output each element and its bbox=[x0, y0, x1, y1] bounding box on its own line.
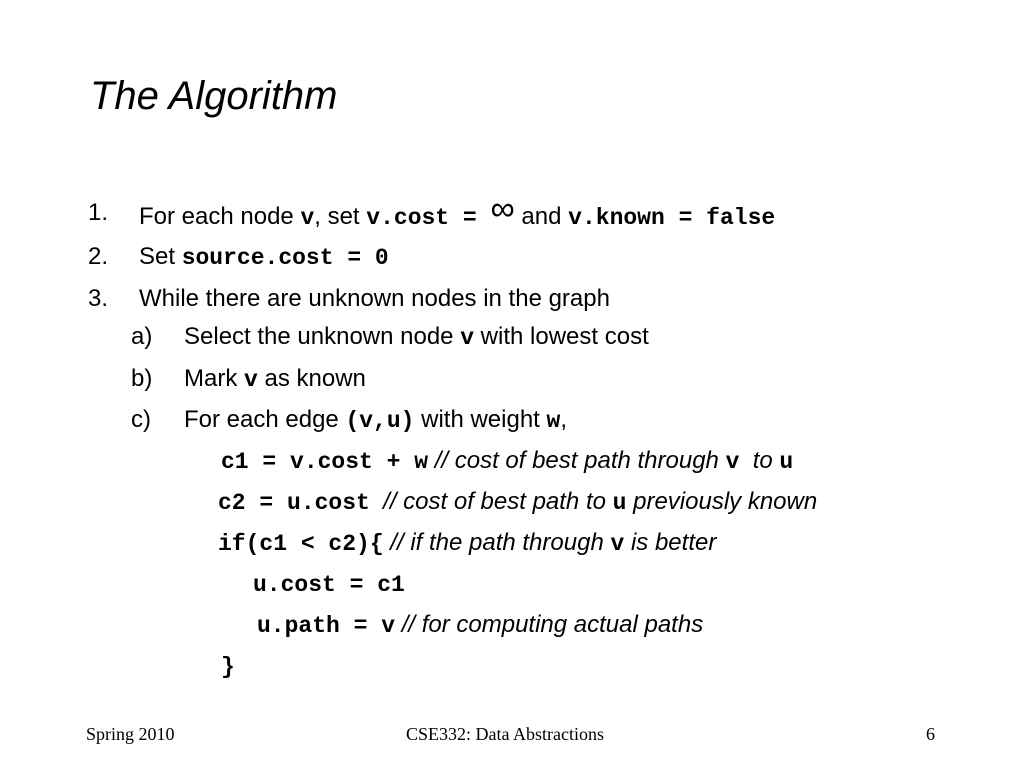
step-2-code: source.cost = 0 bbox=[181, 245, 389, 271]
substep-a-letter: a) bbox=[131, 323, 153, 350]
step-3-number: 3. bbox=[88, 285, 109, 312]
substep-c-text-b: with weight bbox=[414, 406, 547, 433]
slide-title: The Algorithm bbox=[90, 74, 338, 118]
step-3-text: While there are unknown nodes in the graph bbox=[139, 285, 610, 312]
substep-a-text-b: with lowest cost bbox=[474, 323, 649, 350]
step-1-var: v bbox=[300, 205, 315, 231]
substep-c-var: w bbox=[546, 408, 561, 434]
step-1-number: 1. bbox=[88, 199, 109, 226]
code-line-c2 bbox=[218, 487, 817, 518]
step-1-text-c: and bbox=[514, 203, 569, 230]
code-c2-comment-a: // cost of best path to bbox=[369, 488, 613, 515]
code-assign-path-comment: // for computing actual paths bbox=[395, 611, 704, 638]
infinity-symbol: ∞ bbox=[490, 190, 515, 228]
step-2-number: 2. bbox=[88, 243, 109, 270]
code-c1-comment-b: to bbox=[739, 447, 780, 474]
code-if-statement: if(c1 < c2){ bbox=[218, 531, 384, 557]
substep-c-letter: c) bbox=[131, 406, 151, 433]
footer-center: CSE332: Data Abstractions bbox=[406, 724, 604, 744]
substep-b-text-b: as known bbox=[257, 365, 366, 392]
code-c2-comment-b: previously known bbox=[626, 488, 818, 515]
code-c1-var-v: v bbox=[725, 449, 740, 475]
code-c1-statement: c1 = v.cost + w bbox=[221, 449, 429, 475]
substep-c-text-a: For each edge bbox=[184, 406, 346, 433]
substep-a-var: v bbox=[460, 325, 475, 351]
substep-b-text-a: Mark bbox=[184, 365, 244, 392]
footer-left: Spring 2010 bbox=[86, 724, 175, 744]
code-line-assign-cost bbox=[253, 569, 405, 600]
step-1-code-b: v.known = false bbox=[568, 205, 776, 231]
step-1-code-a: v.cost = bbox=[366, 205, 491, 231]
code-assign-cost-statement: u.cost = c1 bbox=[253, 572, 405, 598]
code-line-assign-path bbox=[257, 610, 703, 641]
step-1-text-a: For each node bbox=[139, 203, 301, 230]
substep-c-content bbox=[184, 405, 567, 436]
substep-a-text-a: Select the unknown node bbox=[184, 323, 461, 350]
code-c2-statement: c2 = u.cost bbox=[218, 490, 370, 516]
code-if-comment-a: // if the path through bbox=[383, 529, 611, 556]
step-1-text-b: , set bbox=[314, 203, 367, 230]
code-close-brace: } bbox=[221, 654, 235, 680]
step-2-text: Set bbox=[139, 243, 182, 270]
substep-b-var: v bbox=[244, 367, 258, 393]
code-c1-comment-a: // cost of best path through bbox=[428, 447, 726, 474]
code-c1-var-u: u bbox=[779, 449, 794, 475]
step-1-content bbox=[139, 190, 776, 233]
code-assign-path-statement: u.path = v bbox=[257, 613, 396, 639]
substep-b-content bbox=[184, 364, 366, 395]
substep-c-code: (v,u) bbox=[345, 408, 415, 434]
code-line-close bbox=[221, 651, 235, 682]
substep-b-letter: b) bbox=[131, 365, 153, 392]
code-if-comment-b: is better bbox=[624, 529, 717, 556]
code-if-var-v: v bbox=[610, 531, 625, 557]
step-2-content bbox=[139, 242, 389, 273]
code-c2-var-u: u bbox=[612, 490, 627, 516]
substep-a-content bbox=[184, 322, 649, 353]
substep-c-text-c: , bbox=[560, 406, 567, 433]
code-line-if bbox=[218, 528, 716, 559]
code-line-c1 bbox=[221, 446, 793, 477]
footer-page-number: 6 bbox=[926, 724, 935, 744]
